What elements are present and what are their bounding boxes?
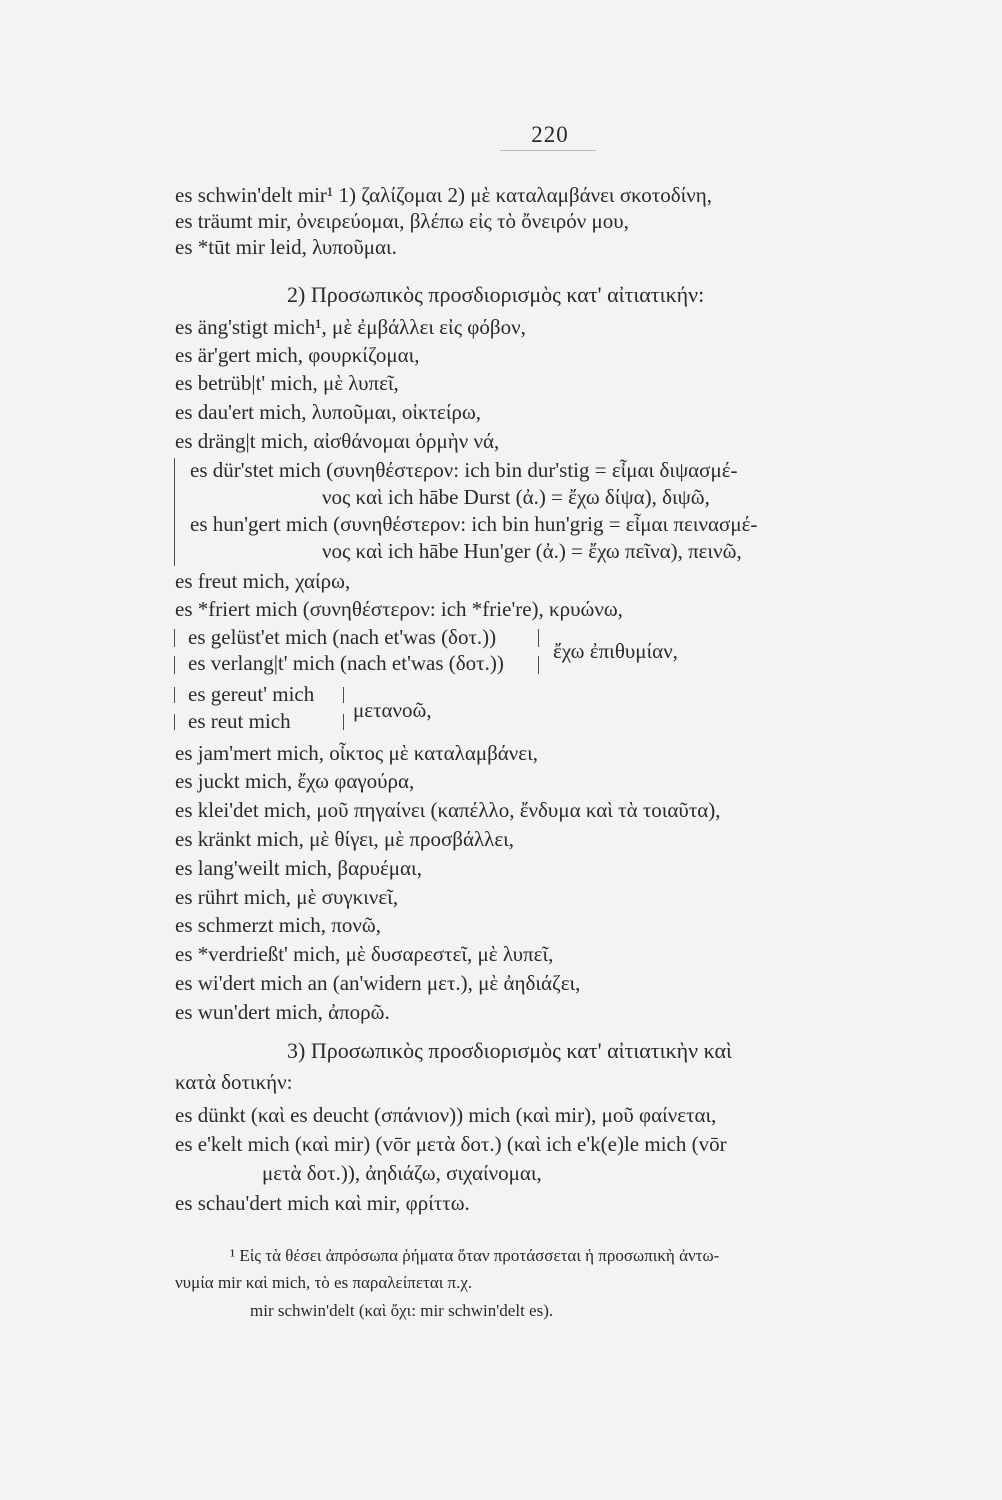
brace-text: μετανοῶ, [353,698,432,722]
text-line: es juckt mich, ἔχω φαγούρα, [175,769,415,793]
brace-bar [343,687,344,703]
text-line: es freut mich, χαίρω, [175,569,351,593]
margin-bar [174,629,175,647]
section-heading: 2) Προσωπικὸς προσδιορισμὸς κατ' αἰτιατικήν: [287,282,705,307]
text-line: es lang'weilt mich, βαρυέμαι, [175,856,422,880]
text-line: es e'kelt mich (καὶ mir) (vōr μετὰ δοτ.) (καὶ ich e'k(e)le mich (vōr [175,1132,727,1156]
text-line: es verlang|t' mich (nach et'was (δοτ.)) [188,651,504,675]
text-line: es hun'gert mich (συνηθέστερον: ich bin hun'grig = εἶμαι πεινασμέ- [190,512,758,536]
text-line: es dräng|t mich, αἰσθάνομαι ὁρμὴν νά, [175,429,500,453]
text-line: es *tūt mir leid, λυποῦμαι. [175,235,397,259]
text-line: es rührt mich, μὲ συγκινεῖ, [175,885,399,909]
text-line: es dünkt (καὶ es deucht (σπάνιον)) mich (καὶ mir), μοῦ φαίνεται, [175,1103,717,1127]
text-line: es betrüb|t' mich, μὲ λυπεῖ, [175,371,399,395]
margin-bar [174,656,175,674]
page-number: 220 [531,122,569,147]
brace-bar [343,714,344,730]
page-number-rule [500,150,596,151]
brace-bar [538,656,539,674]
text-line: es *friert mich (συνηθέστερον: ich *frie're), κρυώνω, [175,597,623,621]
text-line: es är'gert mich, φουρκίζομαι, [175,343,420,367]
margin-bar [174,512,175,566]
brace-bar [538,629,539,647]
text-line: es kränkt mich, μὲ θίγει, μὲ προσβάλλει, [175,827,515,851]
footnote-line: ¹ Εἰς τὰ θέσει ἀπρόσωπα ῥήματα ὅταν προτάσσεται ἡ προσωπικὴ ἀντω- [230,1246,720,1265]
text-line: νος καὶ ich hābe Hun'ger (ἀ.) = ἔχω πεῖνα), πεινῶ, [322,539,742,563]
text-line: es äng'stigt mich¹, μὲ ἐμβάλλει εἰς φόβον, [175,315,526,339]
text-line: es schau'dert mich καὶ mir, φρίττω. [175,1191,470,1215]
text-line: es gereut' mich [188,682,315,706]
text-line: κατὰ δοτικήν: [175,1070,293,1094]
margin-bar [174,458,175,512]
text-line: es wi'dert mich an (an'widern μετ.), μὲ ἀηδιάζει, [175,971,581,995]
text-line: es klei'det mich, μοῦ πηγαίνει (καπέλλο, ἔνδυμα καὶ τὰ τοιαῦτα), [175,798,721,822]
footnote-line: mir schwin'delt (καὶ ὄχι: mir schwin'delt es). [250,1301,554,1320]
text-line: es *verdrießt' mich, μὲ δυσαρεστεῖ, μὲ λυπεῖ, [175,942,554,966]
text-line: es schmerzt mich, πονῶ, [175,913,381,937]
text-line: es reut mich [188,709,291,733]
text-line: μετὰ δοτ.)), ἀηδιάζω, σιχαίνομαι, [262,1161,542,1185]
text-line: es dau'ert mich, λυποῦμαι, οἰκτείρω, [175,400,482,424]
text-line: es träumt mir, ὀνειρεύομαι, βλέπω εἰς τὸ ὄνειρόν μου, [175,209,629,233]
text-line: νος καὶ ich hābe Durst (ἀ.) = ἔχω δίψα), διψῶ, [322,485,710,509]
text-line: es gelüst'et mich (nach et'was (δοτ.)) [188,625,497,649]
margin-bar [174,687,175,703]
margin-bar [174,714,175,730]
text-line: es jam'mert mich, οἶκτος μὲ καταλαμβάνει, [175,741,538,765]
text-line: es wun'dert mich, ἀπορῶ. [175,1000,390,1024]
footnote-line: νυμία mir καὶ mich, τὸ es παραλείπεται π.χ. [175,1273,473,1292]
brace-text: ἔχω ἐπιθυμίαν, [553,639,678,663]
section-heading: 3) Προσωπικὸς προσδιορισμὸς κατ' αἰτιατικὴν καὶ [287,1038,732,1063]
text-line: es dür'stet mich (συνηθέστερον: ich bin dur'stig = εἶμαι διψασμέ- [190,458,738,482]
text-line: es schwin'delt mir¹ 1) ζαλίζομαι 2) μὲ καταλαμβάνει σκοτοδίνη, [175,183,712,207]
